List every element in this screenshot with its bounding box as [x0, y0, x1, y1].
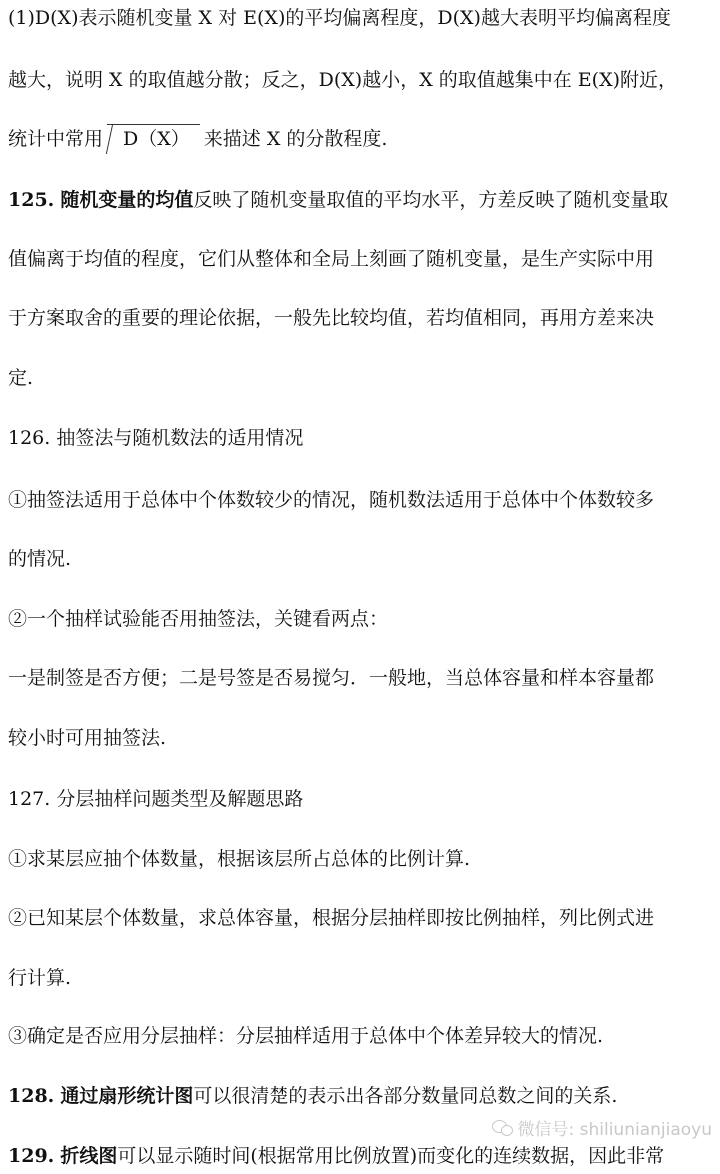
- s129-bold-term: 折线图: [60, 1145, 118, 1167]
- para-1-line-3-post: 来描述 X 的分散程度.: [203, 128, 388, 150]
- sqrt-content: D（X）: [123, 128, 190, 150]
- s126-line-1: ①抽签法适用于总体中个体数较少的情况，随机数法适用于总体中个体数较多: [8, 489, 655, 511]
- s125-number: 125.: [8, 189, 55, 211]
- s126-heading: 126. 抽签法与随机数法的适用情况: [8, 427, 304, 449]
- s126-line-5: 较小时可用抽签法.: [8, 727, 167, 749]
- wechat-icon: [492, 1120, 514, 1136]
- s129-number: 129.: [8, 1145, 55, 1167]
- s128-bold-term: 通过扇形统计图: [60, 1085, 194, 1107]
- s126-line-3: ②一个抽样试验能否用抽签法，关键看两点：: [8, 608, 389, 630]
- para-1-line-1: (1)D(X)表示随机变量 X 对 E(X)的平均偏离程度，D(X)越大表明平均偏离程度: [8, 7, 671, 29]
- s125-line-4: 定.: [8, 367, 34, 389]
- s125-line-2: 值偏离于均值的程度，它们从整体和全局上刻画了随机变量，是生产实际中用: [8, 248, 655, 270]
- watermark: [492, 1115, 713, 1140]
- s128-line: [8, 1082, 714, 1110]
- s127-line-4: ③确定是否应用分层抽样：分层抽样适用于总体中个体差异较大的情况.: [8, 1025, 604, 1047]
- s129-line: [8, 1142, 714, 1170]
- sqrt-expression: [107, 124, 200, 153]
- s129-text: 可以显示随时间(根据常用比例放置)而变化的连续数据，因此非常: [117, 1145, 665, 1167]
- s126-line-4: 一是制签是否方便；二是号签是否易搅匀．一般地，当总体容量和样本容量都: [8, 667, 655, 689]
- s125-text: 反映了随机变量取值的平均水平，方差反映了随机变量取: [193, 189, 669, 211]
- s127-heading: 127. 分层抽样问题类型及解题思路: [8, 788, 304, 810]
- s125-line-3: 于方案取舍的重要的理论依据，一般先比较均值，若均值相同，再用方差来决: [8, 307, 655, 329]
- s125-bold-term: 随机变量的均值: [60, 189, 194, 211]
- s128-text: 可以很清楚的表示出各部分数量同总数之间的关系.: [193, 1085, 618, 1107]
- s127-line-2: ②已知某层个体数量，求总体容量，根据分层抽样即按比例抽样，列比例式进: [8, 907, 655, 929]
- s127-line-3: 行计算.: [8, 967, 72, 989]
- s125-line-1: [8, 186, 714, 214]
- s128-number: 128.: [8, 1085, 55, 1107]
- s127-line-1: ①求某层应抽个体数量，根据该层所占总体的比例计算.: [8, 848, 471, 870]
- s126-line-2: 的情况.: [8, 548, 72, 570]
- watermark-text: 微信号: shiliunianjiaoyu: [517, 1120, 712, 1140]
- para-1-line-3: [8, 124, 714, 153]
- para-1-line-3-pre: 统计中常用: [8, 128, 104, 150]
- para-1-line-2: 越大，说明 X 的取值越分散；反之，D(X)越小，X 的取值越集中在 E(X)附近，: [8, 69, 678, 91]
